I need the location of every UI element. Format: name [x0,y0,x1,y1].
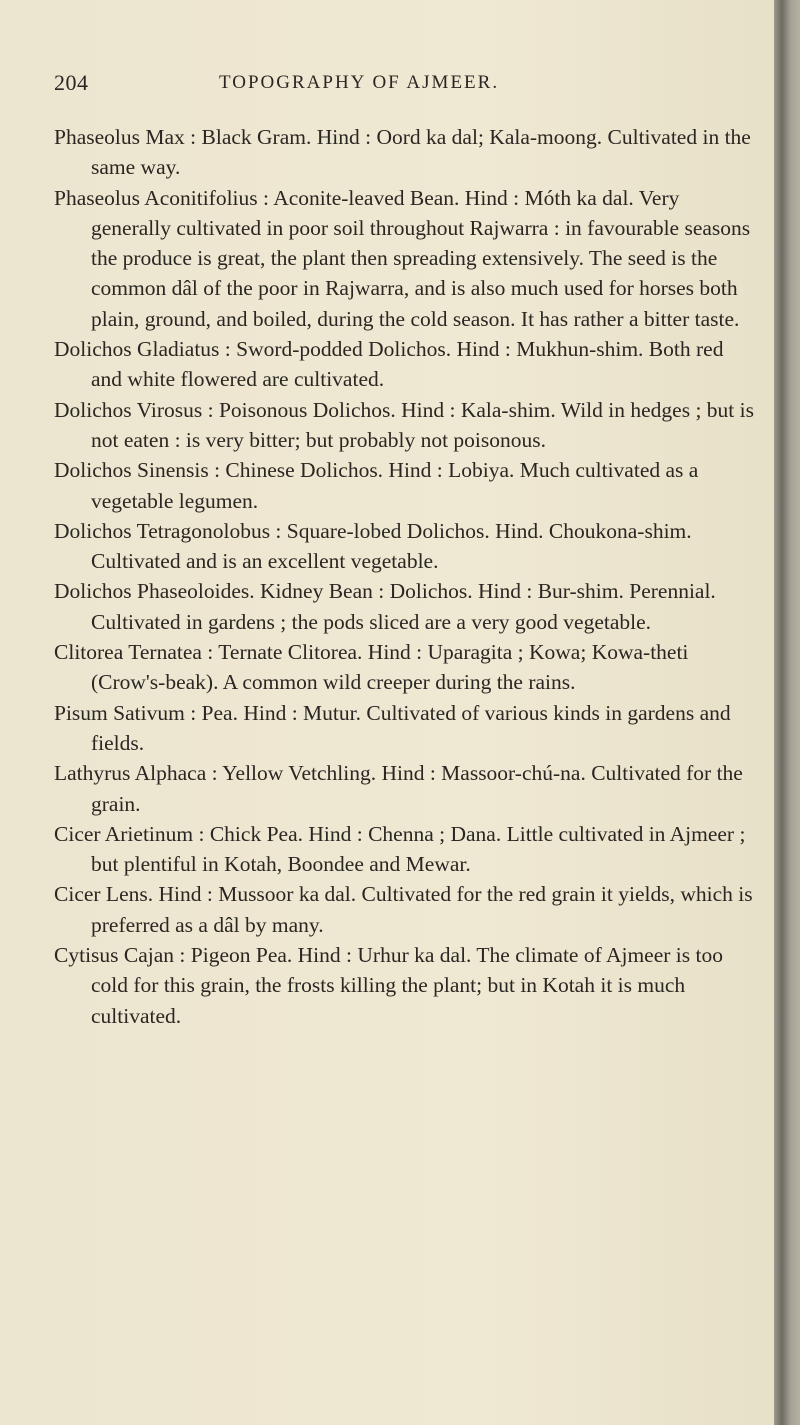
body-text [54,122,754,1031]
entry-lathyrus-alphaca: Lathyrus Alphaca : Yellow Vetchling. Hind : Massoor-chú-na. Cultivated for the grain. [54,761,743,816]
entry-phaseolus-max: Phaseolus Max : Black Gram. Hind : Oord ka dal; Kala-moong. Cultivated in the same way. [54,125,751,180]
entry-dolichos-gladiatus: Dolichos Gladiatus : Sword-podded Dolichos. Hind : Mukhun-shim. Both red and white flowered are cultivated. [54,337,724,392]
running-head: TOPOGRAPHY OF AJMEER. [219,72,500,93]
entry-dolichos-virosus: Dolichos Virosus : Poisonous Dolichos. Hind : Kala-shim. Wild in hedges ; but is not eaten : is very bitter; but probably not poisonous. [54,397,754,452]
entry-clitorea-ternatea: Clitorea Ternatea : Ternate Clitorea. Hind : Uparagita ; Kowa; Kowa-theti (Crow's-beak). A common wild creeper during the rains. [54,640,689,695]
entry-pisum-sativum: Pisum Sativum : Pea. Hind : Mutur. Cultivated of various kinds in gardens and fields. [54,700,731,755]
entry-dolichos-sinensis: Dolichos Sinensis : Chinese Dolichos. Hind : Lobiya. Much cultivated as a vegetable legumen. [54,458,699,513]
entry-phaseolus-aconitifolius: Phaseolus Aconitifolius : Aconite-leaved Bean. Hind : Móth ka dal. Very generally cultivated in poor soil throughout Rajwarra : in favourable seasons the produce is great, the plant then spreading extensively. The seed is the common dâl of the poor in Rajwarra, and is also much used for horses both plain, ground, and boiled, during the cold season. It has rather a bitter taste. [54,185,751,331]
entry-dolichos-phaseoloides: Dolichos Phaseoloides. Kidney Bean : Dolichos. Hind : Bur-shim. Perennial. Cultivated in gardens ; the pods sliced are a very good vegetable. [54,579,716,634]
entry-cicer-lens: Cicer Lens. Hind : Mussoor ka dal. Cultivated for the red grain it yields, which is preferred as a dâl by many. [54,882,753,937]
page-header [54,70,754,110]
entry-cytisus-cajan: Cytisus Cajan : Pigeon Pea. Hind : Urhur ka dal. The climate of Ajmeer is too cold for this grain, the frosts killing the plant; but in Kotah it is much cultivated. [54,943,723,1028]
page-number: 204 [54,70,89,95]
page-edge [774,0,800,1425]
entry-dolichos-tetragonolobus: Dolichos Tetragonolobus : Square-lobed Dolichos. Hind. Choukona-shim. Cultivated and is an excellent vegetable. [54,518,692,574]
entry-cicer-arietinum: Cicer Arietinum : Chick Pea. Hind : Chenna ; Dana. Little cultivated in Ajmeer ; but plentiful in Kotah, Boondee and Mewar. [54,821,746,877]
